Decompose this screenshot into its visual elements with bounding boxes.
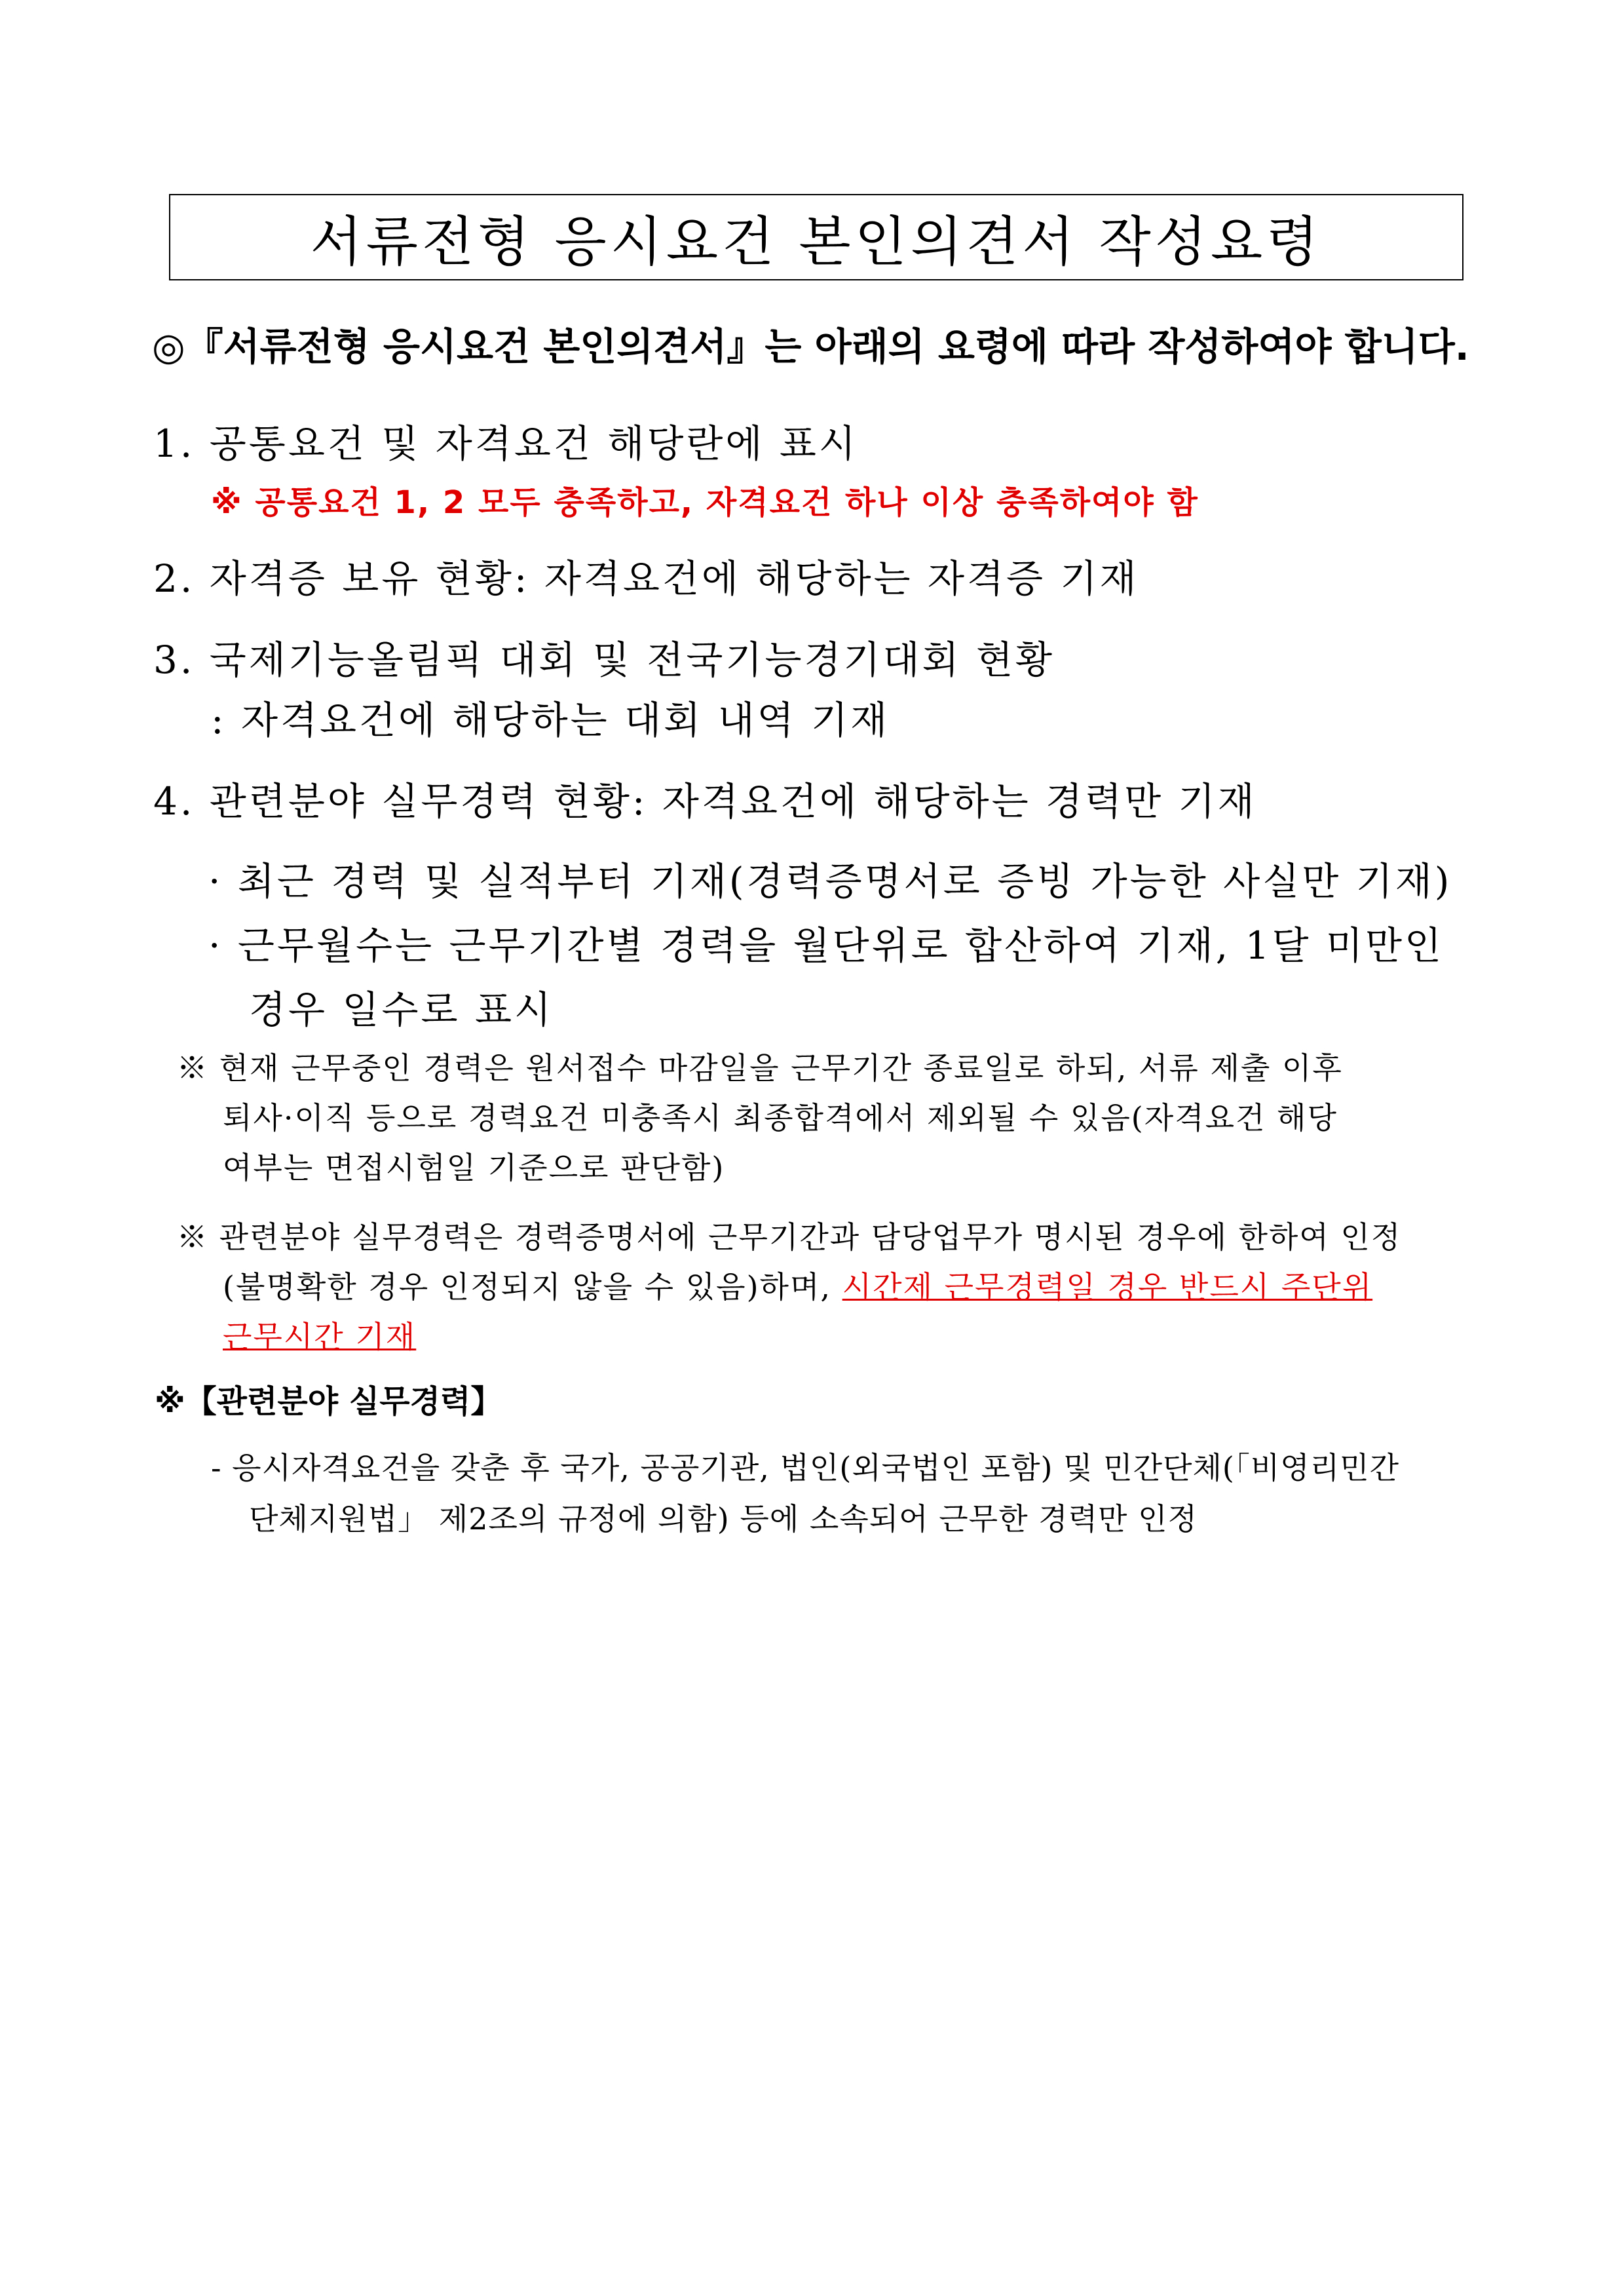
- item-3-sub: : 자격요건에 해당하는 대회 내역 기재: [211, 698, 890, 742]
- title-box: [169, 194, 1463, 280]
- note-2-red-text: 시간제 근무경력일 경우 반드시 주단위: [842, 1269, 1373, 1305]
- note-2-red-text-cont: 근무시간 기재: [223, 1319, 417, 1354]
- item-1-note: ※ 공통요건 1, 2 모두 충족하고, 자격요건 하나 이상 충족하여야 함: [211, 484, 1199, 521]
- section-line-2: 단체지원법」 제2조의 규정에 의함) 등에 소속되어 근무한 경력만 인정: [249, 1501, 1198, 1537]
- note-2-line-3: [223, 1313, 416, 1356]
- intro-text: ◎『서류전형 응시요건 본인의견서』는 아래의 요령에 따라 작성하여야 합니다.: [152, 324, 1469, 369]
- bullet-1: · 최근 경력 및 실적부터 기재(경력증명서로 증빙 가능한 사실만 기재): [208, 859, 1452, 904]
- item-2: 2. 자격증 보유 현황: 자격요건에 해당하는 자격증 기재: [153, 556, 1139, 601]
- note-1-line-3: 여부는 면접시험일 기준으로 판단함): [223, 1150, 725, 1185]
- section-line-1: - 응시자격요건을 갖춘 후 국가, 공공기관, 법인(외국법인 포함) 및 민간단체(「비영리민간: [211, 1450, 1400, 1485]
- page-title: 서류전형 응시요건 본인의견서 작성요령: [310, 210, 1323, 273]
- item-4: 4. 관련분야 실무경력 현황: 자격요건에 해당하는 경력만 기재: [153, 779, 1257, 824]
- note-1-line-1: ※ 현재 근무중인 경력은 원서접수 마감일을 근무기간 종료일로 하되, 서류 제출 이후: [177, 1050, 1343, 1086]
- note-2-plain-text: (불명확한 경우 인정되지 않을 수 있음)하며,: [223, 1269, 842, 1305]
- note-1-line-2: 퇴사·이직 등으로 경력요건 미충족시 최종합격에서 제외될 수 있음(자격요건 해당: [223, 1100, 1338, 1136]
- bullet-2: · 근무월수는 근무기간별 경력을 월단위로 합산하여 기재, 1달 미만인: [208, 923, 1445, 968]
- bullet-2-cont: 경우 일수로 표시: [249, 987, 554, 1032]
- note-2-line-1: ※ 관련분야 실무경력은 경력증명서에 근무기간과 담당업무가 명시된 경우에 한하여 인정: [177, 1219, 1402, 1255]
- note-2-line-2: [223, 1263, 1372, 1307]
- section-heading: ※【관련분야 실무경력】: [155, 1383, 502, 1420]
- item-1: 1. 공통요건 및 자격요건 해당란에 표시: [153, 421, 858, 466]
- item-3: 3. 국제기능올림픽 대회 및 전국기능경기대회 현황: [153, 638, 1055, 682]
